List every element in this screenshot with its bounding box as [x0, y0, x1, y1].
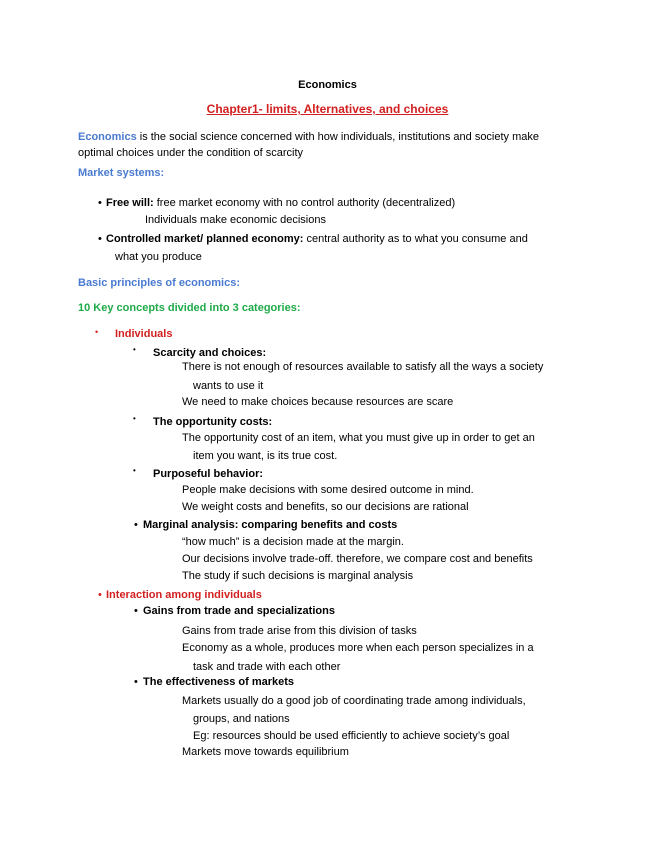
intro-line-1-text: is the social science concerned with how individuals, institutions and society make [136, 131, 540, 143]
bullet-dot: • [133, 466, 136, 475]
intro-term: Economics [78, 131, 137, 143]
scarcity-line-1: There is not enough of resources available to satisfy all the ways a society [182, 361, 544, 373]
marginal-title: Marginal analysis: comparing benefits and costs [143, 519, 398, 531]
market-systems-heading: Market systems: [78, 167, 165, 179]
bullet-dot: • [133, 345, 136, 354]
markets-line-2: groups, and nations [193, 713, 290, 725]
bullet-dot: • [95, 327, 99, 337]
chapter-title [0, 102, 655, 116]
bullet-dot: • [134, 605, 138, 617]
purposeful-line-2: We weight costs and benefits, so our decisions are rational [182, 501, 469, 513]
controlled-term: Controlled market/ planned economy: [106, 233, 304, 245]
markets-line-3: Eg: resources should be used efficiently to achieve society’s goal [193, 730, 510, 742]
markets-line-1: Markets usually do a good job of coordinating trade among individuals, [182, 695, 526, 707]
doc-title: Economics [298, 79, 357, 91]
purposeful-title: Purposeful behavior: [153, 468, 264, 480]
marginal-line-2: Our decisions involve trade-off. therefore, we compare cost and benefits [182, 553, 533, 565]
opportunity-line-1: The opportunity cost of an item, what you must give up in order to get an [182, 432, 535, 444]
opportunity-line-2: item you want, is its true cost. [193, 450, 338, 462]
bullet-dot: • [98, 197, 102, 209]
opportunity-title: The opportunity costs: [153, 416, 273, 428]
bullet-dot: • [134, 676, 138, 688]
gains-line-2: Economy as a whole, produces more when each person specializes in a [182, 642, 534, 654]
scarcity-title: Scarcity and choices: [153, 347, 267, 359]
gains-line-3: task and trade with each other [193, 661, 341, 673]
individuals-heading: Individuals [115, 328, 173, 340]
purposeful-line-1: People make decisions with some desired outcome in mind. [182, 484, 474, 496]
free-will-text: free market economy with no control authority (decentralized) [153, 197, 456, 209]
gains-line-1: Gains from trade arise from this division of tasks [182, 625, 417, 637]
markets-title: The effectiveness of markets [143, 676, 295, 688]
bullet-dot: • [98, 233, 102, 245]
basic-principles-heading: Basic principles of economics: [78, 277, 240, 289]
controlled-cont: what you produce [115, 251, 202, 263]
interaction-heading: Interaction among individuals [106, 589, 262, 601]
chapter-title-text: Chapter1- limits, Alternatives, and choices [206, 102, 449, 116]
bullet-dot: • [134, 519, 138, 531]
marginal-line-1: “how much” is a decision made at the margin. [182, 536, 404, 548]
gains-title: Gains from trade and specializations [143, 605, 335, 617]
markets-line-4: Markets move towards equilibrium [182, 746, 349, 758]
key-concepts-heading: 10 Key concepts divided into 3 categories: [78, 302, 301, 314]
scarcity-line-3: We need to make choices because resources are scare [182, 396, 454, 408]
free-will-line [106, 196, 455, 210]
intro-line-2: optimal choices under the condition of scarcity [78, 147, 304, 159]
free-will-term: Free will: [106, 197, 154, 209]
bullet-dot: • [133, 414, 136, 423]
scarcity-line-2: wants to use it [193, 380, 264, 392]
controlled-text: central authority as to what you consume and [303, 233, 528, 245]
intro-line-1 [78, 130, 539, 144]
free-will-sub: Individuals make economic decisions [145, 214, 326, 226]
bullet-dot: • [98, 589, 102, 601]
marginal-line-3: The study if such decisions is marginal analysis [182, 570, 414, 582]
controlled-line [106, 232, 528, 246]
